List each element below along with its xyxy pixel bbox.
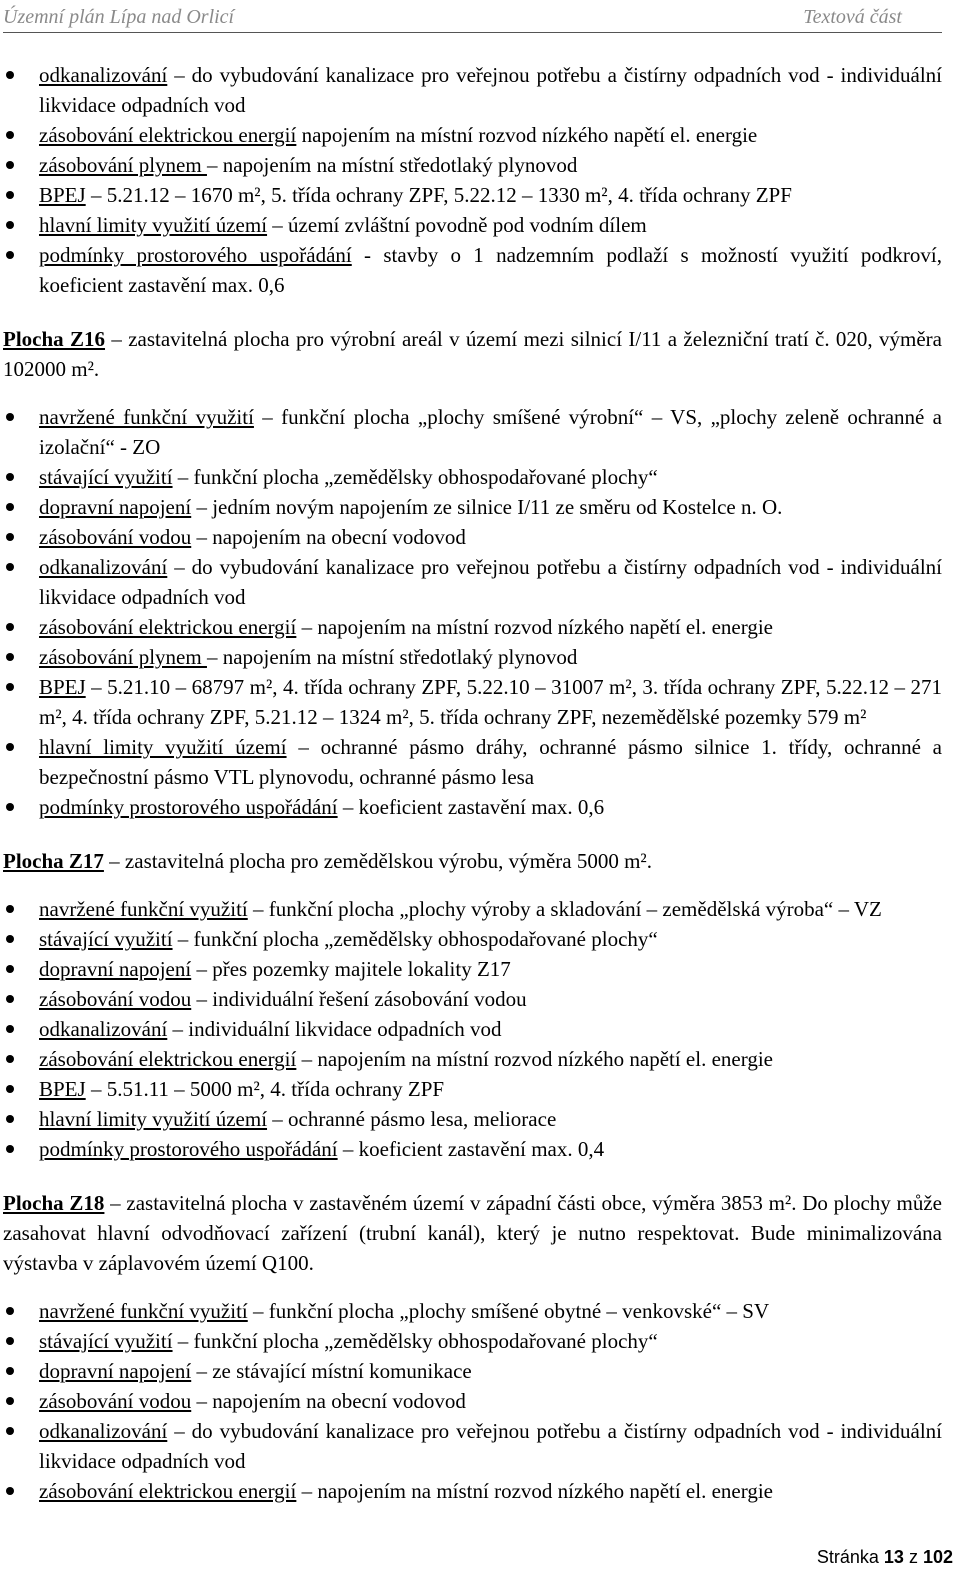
item-text: – funkční plocha „zemědělsky obhospodařované plochy“ — [172, 927, 658, 951]
item-text: – koeficient zastavění max. 0,4 — [337, 1137, 605, 1161]
list-item — [3, 954, 942, 984]
list-item — [3, 1476, 942, 1506]
z17-list — [3, 894, 942, 1164]
list-item — [3, 60, 942, 120]
list-item — [3, 150, 942, 180]
list-item — [3, 120, 942, 150]
spacer — [3, 300, 942, 324]
item-term: zásobování elektrickou energií — [39, 1047, 297, 1071]
item-text: - stavby o 1 nadzemním podlaží s možností využití podkroví, koeficient zastavění max. 0,6 — [39, 243, 943, 297]
spacer — [3, 1164, 942, 1188]
spacer — [3, 822, 942, 846]
section-title: Plocha Z16 — [3, 327, 106, 351]
list-item — [3, 894, 942, 924]
list-item — [3, 1356, 942, 1386]
item-text: – napojením na místní rozvod nízkého napětí el. energie — [296, 1479, 774, 1503]
z16-list — [3, 402, 942, 822]
section-text: – zastavitelná plocha v zastavěném území v západní části obce, výměra 3853 m². Do plochy může zasahovat hlavní odvodňovací zařízení (trubní kanál), který je nutno respektovat. Bude minimalizována výstavba v záplavovém území Q100. — [3, 1191, 942, 1275]
item-text: – napojením na místní středotlaký plynovod — [206, 153, 578, 177]
item-term: dopravní napojení — [39, 1359, 192, 1383]
list-item — [3, 642, 942, 672]
list-item — [3, 924, 942, 954]
list-item — [3, 1104, 942, 1134]
item-text: – 5.21.10 – 68797 m², 4. třída ochrany ZPF, 5.22.10 – 31007 m², 3. třída ochrany ZPF, 5.22.12 – 271 m², 4. třída ochrany ZPF, 5.21.12 – 1324 m², 5. třída ochrany ZPF, nezemědělské pozemky 579 m² — [39, 675, 942, 729]
page-number: 13 — [883, 1547, 904, 1567]
item-text: – do vybudování kanalizace pro veřejnou potřebu a čistírny odpadních vod - individuální likvidace odpadních vod — [39, 63, 942, 117]
section-text: – zastavitelná plocha pro výrobní areál v území mezi silnicí I/11 a železniční tratí č. 020, výměra 102000 m². — [3, 327, 942, 381]
list-item — [3, 1296, 942, 1326]
item-term: podmínky prostorového uspořádání — [39, 795, 338, 819]
item-term: hlavní limity využití území — [39, 213, 268, 237]
section-z17-intro — [3, 846, 942, 876]
item-term: odkanalizování — [39, 555, 168, 579]
item-text: – ze stávající místní komunikace — [191, 1359, 472, 1383]
footer-label: Stránka — [816, 1547, 884, 1567]
item-term: zásobování elektrickou energií — [39, 123, 297, 147]
document-body — [3, 60, 942, 1506]
page-total: 102 — [922, 1547, 953, 1567]
item-term: zásobování elektrickou energií — [39, 1479, 297, 1503]
list-item — [3, 1134, 942, 1164]
list-item — [3, 672, 942, 732]
list-item — [3, 1416, 942, 1476]
header-title: Územní plán Lípa nad Orlicí — [3, 6, 235, 28]
list-item — [3, 1386, 942, 1416]
section-title: Plocha Z18 — [3, 1191, 105, 1215]
page-header — [3, 2, 942, 33]
header-section: Textová část — [803, 6, 902, 28]
list-item — [3, 402, 942, 462]
item-text: – 5.51.11 – 5000 m², 4. třída ochrany ZPF — [85, 1077, 445, 1101]
item-term: zásobování elektrickou energií — [39, 615, 297, 639]
item-term: podmínky prostorového uspořádání — [39, 243, 352, 267]
list-item — [3, 1044, 942, 1074]
list-item — [3, 462, 942, 492]
item-term: odkanalizování — [39, 63, 168, 87]
item-term: hlavní limity využití území — [39, 1107, 268, 1131]
item-term: podmínky prostorového uspořádání — [39, 1137, 338, 1161]
item-text: – individuální likvidace odpadních vod — [167, 1017, 502, 1041]
item-term: navržené funkční využití — [39, 897, 248, 921]
item-text: – napojením na místní rozvod nízkého napětí el. energie — [296, 615, 774, 639]
item-text: – ochranné pásmo lesa, meliorace — [267, 1107, 557, 1131]
list-item — [3, 1074, 942, 1104]
item-text: – funkční plocha „plochy výroby a skladování – zemědělská výroba“ – VZ — [247, 897, 882, 921]
list-item — [3, 210, 942, 240]
list-item — [3, 984, 942, 1014]
list-item — [3, 1014, 942, 1044]
item-text: – ochranné pásmo dráhy, ochranné pásmo silnice 1. třídy, ochranné a bezpečnostní pásmo VTL plynovodu, ochranné pásmo lesa — [39, 735, 942, 789]
item-text: – individuální řešení zásobování vodou — [191, 987, 527, 1011]
item-text: – napojením na místní středotlaký plynovod — [206, 645, 578, 669]
item-text: – funkční plocha „zemědělsky obhospodařované plochy“ — [172, 1329, 658, 1353]
item-term: zásobování vodou — [39, 1389, 192, 1413]
section-title: Plocha Z17 — [3, 849, 104, 873]
section-text: – zastavitelná plocha pro zemědělskou výrobu, výměra 5000 m². — [103, 849, 652, 873]
item-text: – funkční plocha „plochy smíšené obytné – venkovské“ – SV — [247, 1299, 770, 1323]
list-item — [3, 492, 942, 522]
list-item — [3, 612, 942, 642]
page-footer — [817, 1542, 953, 1572]
list-item — [3, 522, 942, 552]
item-text: – 5.21.12 – 1670 m², 5. třída ochrany ZPF, 5.22.12 – 1330 m², 4. třída ochrany ZPF — [85, 183, 792, 207]
item-term: BPEJ — [39, 183, 86, 207]
spacer — [3, 1278, 942, 1296]
item-term: zásobování plynem — [39, 153, 207, 177]
list-item — [3, 180, 942, 210]
item-text: – funkční plocha „zemědělsky obhospodařované plochy“ — [172, 465, 658, 489]
item-term: odkanalizování — [39, 1419, 168, 1443]
footer-of: z — [903, 1547, 923, 1567]
item-term: BPEJ — [39, 675, 86, 699]
item-term: stávající využití — [39, 465, 173, 489]
item-text: – napojením na obecní vodovod — [191, 1389, 466, 1413]
item-text: – funkční plocha „plochy smíšené výrobní“ – VS, „plochy zeleně ochranné a izolační“ - ZO — [39, 405, 942, 459]
item-term: navržené funkční využití — [39, 405, 254, 429]
item-term: stávající využití — [39, 1329, 173, 1353]
item-text: – do vybudování kanalizace pro veřejnou potřebu a čistírny odpadních vod - individuální likvidace odpadních vod — [39, 555, 942, 609]
item-text: – území zvláštní povodně pod vodním dílem — [267, 213, 647, 237]
item-term: zásobování vodou — [39, 987, 192, 1011]
item-text: – koeficient zastavění max. 0,6 — [337, 795, 605, 819]
item-term: stávající využití — [39, 927, 173, 951]
item-term: hlavní limity využití území — [39, 735, 287, 759]
list-item — [3, 732, 942, 792]
item-term: odkanalizování — [39, 1017, 168, 1041]
item-term: BPEJ — [39, 1077, 86, 1101]
item-text: – napojením na místní rozvod nízkého napětí el. energie — [296, 1047, 774, 1071]
spacer — [3, 876, 942, 894]
item-term: dopravní napojení — [39, 957, 192, 981]
z18-list — [3, 1296, 942, 1506]
list-item — [3, 1326, 942, 1356]
list-item — [3, 240, 942, 300]
block1-list — [3, 60, 942, 300]
item-text: – do vybudování kanalizace pro veřejnou potřebu a čistírny odpadních vod - individuální likvidace odpadních vod — [39, 1419, 942, 1473]
list-item — [3, 552, 942, 612]
item-text: – přes pozemky majitele lokality Z17 — [191, 957, 511, 981]
list-item — [3, 792, 942, 822]
item-text: – jedním novým napojením ze silnice I/11 ze směru od Kostelce n. O. — [191, 495, 783, 519]
item-term: navržené funkční využití — [39, 1299, 248, 1323]
spacer — [3, 384, 942, 402]
item-term: dopravní napojení — [39, 495, 192, 519]
section-z18-intro — [3, 1188, 942, 1278]
item-text: napojením na místní rozvod nízkého napětí el. energie — [296, 123, 758, 147]
item-term: zásobování vodou — [39, 525, 192, 549]
section-z16-intro — [3, 324, 942, 384]
item-term: zásobování plynem — [39, 645, 207, 669]
item-text: – napojením na obecní vodovod — [191, 525, 466, 549]
